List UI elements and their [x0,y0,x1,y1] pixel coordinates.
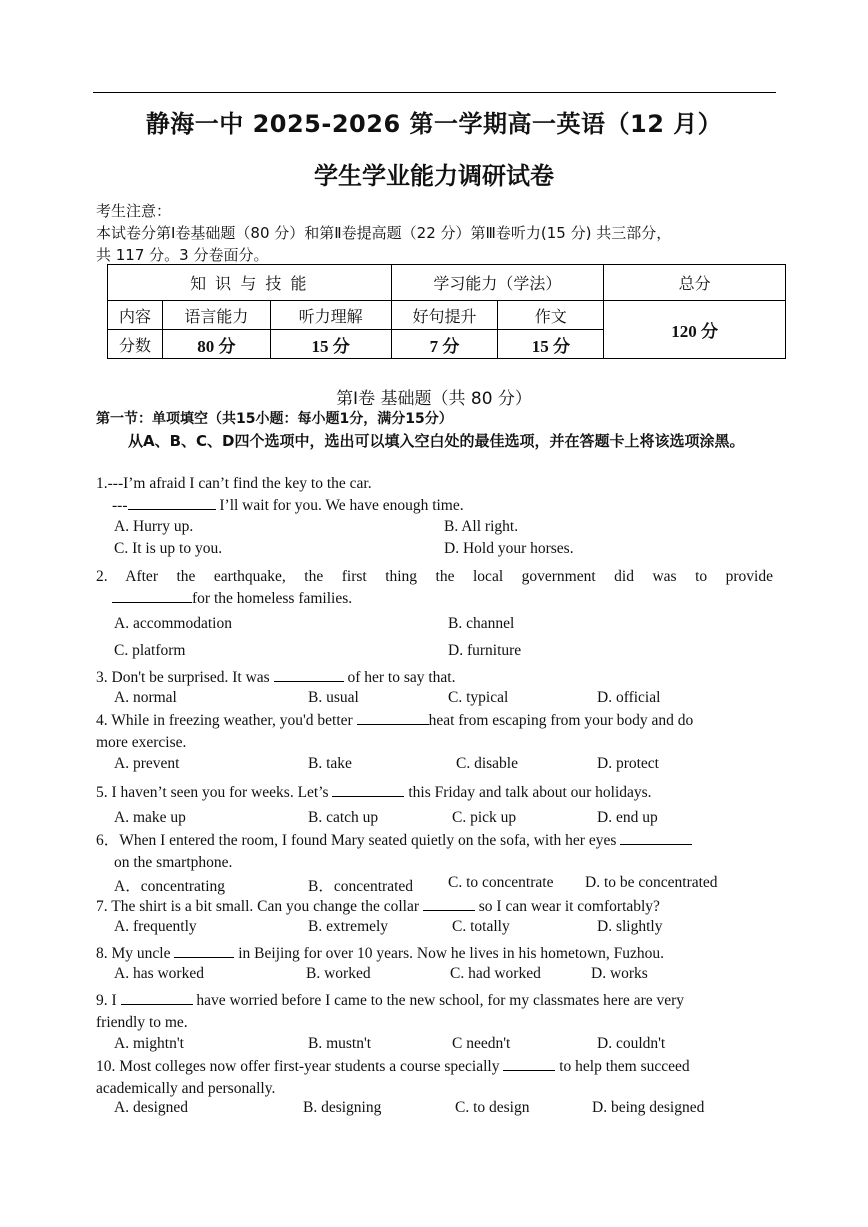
col-writing: 作文 [498,301,604,330]
option-a: A. normal [114,689,177,706]
question-text: heat from escaping from your body and do [428,712,694,729]
answer-blank [620,830,692,845]
option-d: D. Hold your horses. [444,540,574,557]
option-a: A. has worked [114,965,204,982]
row-content-label: 内容 [108,301,163,330]
question-4-line-2: more exercise. [96,734,187,751]
question-10-stem [96,1056,776,1078]
total-value: 120 分 [604,301,786,359]
option-c: C. had worked [450,965,541,982]
question-text: 8. My uncle [96,945,175,962]
option-c: C. totally [452,918,510,935]
question-9-stem [96,990,776,1012]
answer-blank [121,990,193,1005]
option-b: B. take [308,755,352,772]
option-d: D. slightly [597,918,663,935]
option-b: B. extremely [308,918,389,935]
option-d: D. works [591,965,648,982]
option-c: C. disable [456,755,518,772]
question-8-stem [96,943,776,965]
question-text: for the homeless families. [192,590,353,607]
option-a: A. designed [114,1099,189,1116]
header-rule [93,92,776,93]
option-d: D. protect [597,755,659,772]
question-6-stem [96,830,776,852]
exam-title: 静海一中 2025-2026 第一学期高一英语（12 月） [145,110,723,138]
answer-blank [274,667,344,682]
answer-blank [128,495,216,510]
instruction: 从A、B、C、D四个选项中，选出可以填入空白处的最佳选项，并在答题卡上将该选项涂黑。 [128,432,745,450]
option-c: C. pick up [452,809,517,826]
question-6-line-2: on the smartphone. [114,854,233,871]
question-text: 6．When I entered the room, I found Mary seated quietly on the sofa, with her eyes [96,832,621,849]
total-label: 总分 [604,265,786,301]
answer-blank [332,782,404,797]
question-9-line-2: friendly to me. [96,1014,188,1031]
score-table [107,264,786,359]
group-knowledge-skills: 知 识 与 技 能 [108,265,392,301]
score-writing: 15 分 [498,330,604,359]
question-1-reply [112,495,792,517]
option-d: D. couldn't [597,1035,666,1052]
question-text: this Friday and talk about our holidays. [404,784,652,801]
col-language: 语言能力 [162,301,270,330]
option-b: B. usual [308,689,359,706]
option-c: C. to design [455,1099,530,1116]
reply-dashes: --- [112,497,128,514]
answer-blank [503,1056,555,1071]
group-learning-ability: 学习能力（学法） [391,265,604,301]
option-a: A. prevent [114,755,180,772]
score-language: 80 分 [162,330,270,359]
notice-line-1: 本试卷分第Ⅰ卷基础题（80 分）和第Ⅱ卷提高题（22 分）第Ⅲ卷听力(15 分) 共三部分， [96,224,672,242]
option-d: D. end up [597,809,658,826]
answer-blank [112,588,192,603]
section-title: 第Ⅰ卷 基础题（共 80 分） [336,389,532,409]
question-text: of her to say that. [343,669,456,686]
option-d: D. furniture [448,642,522,659]
option-b: B. All right. [444,518,519,535]
question-text: in Beijing for over 10 years. Now he lives in his hometown, Fuzhou. [234,945,664,962]
question-4-stem [96,710,776,732]
question-text: 10. Most colleges now offer first-year students a course specially [96,1058,504,1075]
option-a: A．concentrating [114,878,226,895]
col-listening: 听力理解 [270,301,391,330]
answer-blank [357,710,429,725]
option-c: C. platform [114,642,186,659]
question-text: 3. Don't be surprised. It was [96,669,274,686]
question-text: to help them succeed [555,1058,690,1075]
option-c: C. to concentrate [448,874,554,891]
notice-heading: 考生注意： [96,202,172,220]
question-text: 9. I [96,992,121,1009]
option-c: C. It is up to you. [114,540,223,557]
notice-block [96,200,786,266]
score-sentence: 7 分 [391,330,498,359]
question-text: 7. The shirt is a bit small. Can you change the collar [96,898,423,915]
exam-subtitle: 学生学业能力调研试卷 [314,162,554,190]
question-text: have worried before I came to the new school, for my classmates here are very [192,992,685,1009]
score-listening: 15 分 [270,330,391,359]
question-1-stem: 1.---I’m afraid I can’t find the key to the car. [96,475,372,492]
option-b: B. channel [448,615,515,632]
option-a: A. mightn't [114,1035,184,1052]
option-b: B. designing [303,1099,382,1116]
option-d: D. being designed [592,1099,705,1116]
option-a: A. make up [114,809,186,826]
question-text: 5. I haven’t seen you for weeks. Let’s [96,784,333,801]
option-b: B. mustn't [308,1035,372,1052]
row-score-label: 分数 [108,330,163,359]
option-b: B. worked [306,965,371,982]
question-2-stem: 2. After the earthquake, the first thing the local government did was to provide [96,568,773,585]
col-sentence: 好句提升 [391,301,498,330]
notice-line-2: 共 117 分。3 分卷面分。 [96,246,269,264]
question-10-line-2: academically and personally. [96,1080,276,1097]
part-heading: 第一节：单项填空（共15小题：每小题1分，满分15分） [96,411,453,427]
option-d: D. to be concentrated [585,874,718,891]
question-5-stem [96,782,776,804]
option-a: A. frequently [114,918,197,935]
option-a: A. accommodation [114,615,232,632]
answer-blank [423,896,475,911]
option-c: C. typical [448,689,509,706]
answer-blank [174,943,234,958]
question-text: so I can wear it comfortably? [474,898,660,915]
question-7-stem [96,896,776,918]
question-2-line-2 [112,588,792,610]
question-text: 4. While in freezing weather, you'd better [96,712,357,729]
question-3-stem [96,667,776,689]
option-b: B．concentrated [308,878,414,895]
option-a: A. Hurry up. [114,518,194,535]
reply-text: I’ll wait for you. We have enough time. [215,497,464,514]
option-b: B. catch up [308,809,379,826]
option-d: D. official [597,689,661,706]
option-c: C needn't [452,1035,511,1052]
